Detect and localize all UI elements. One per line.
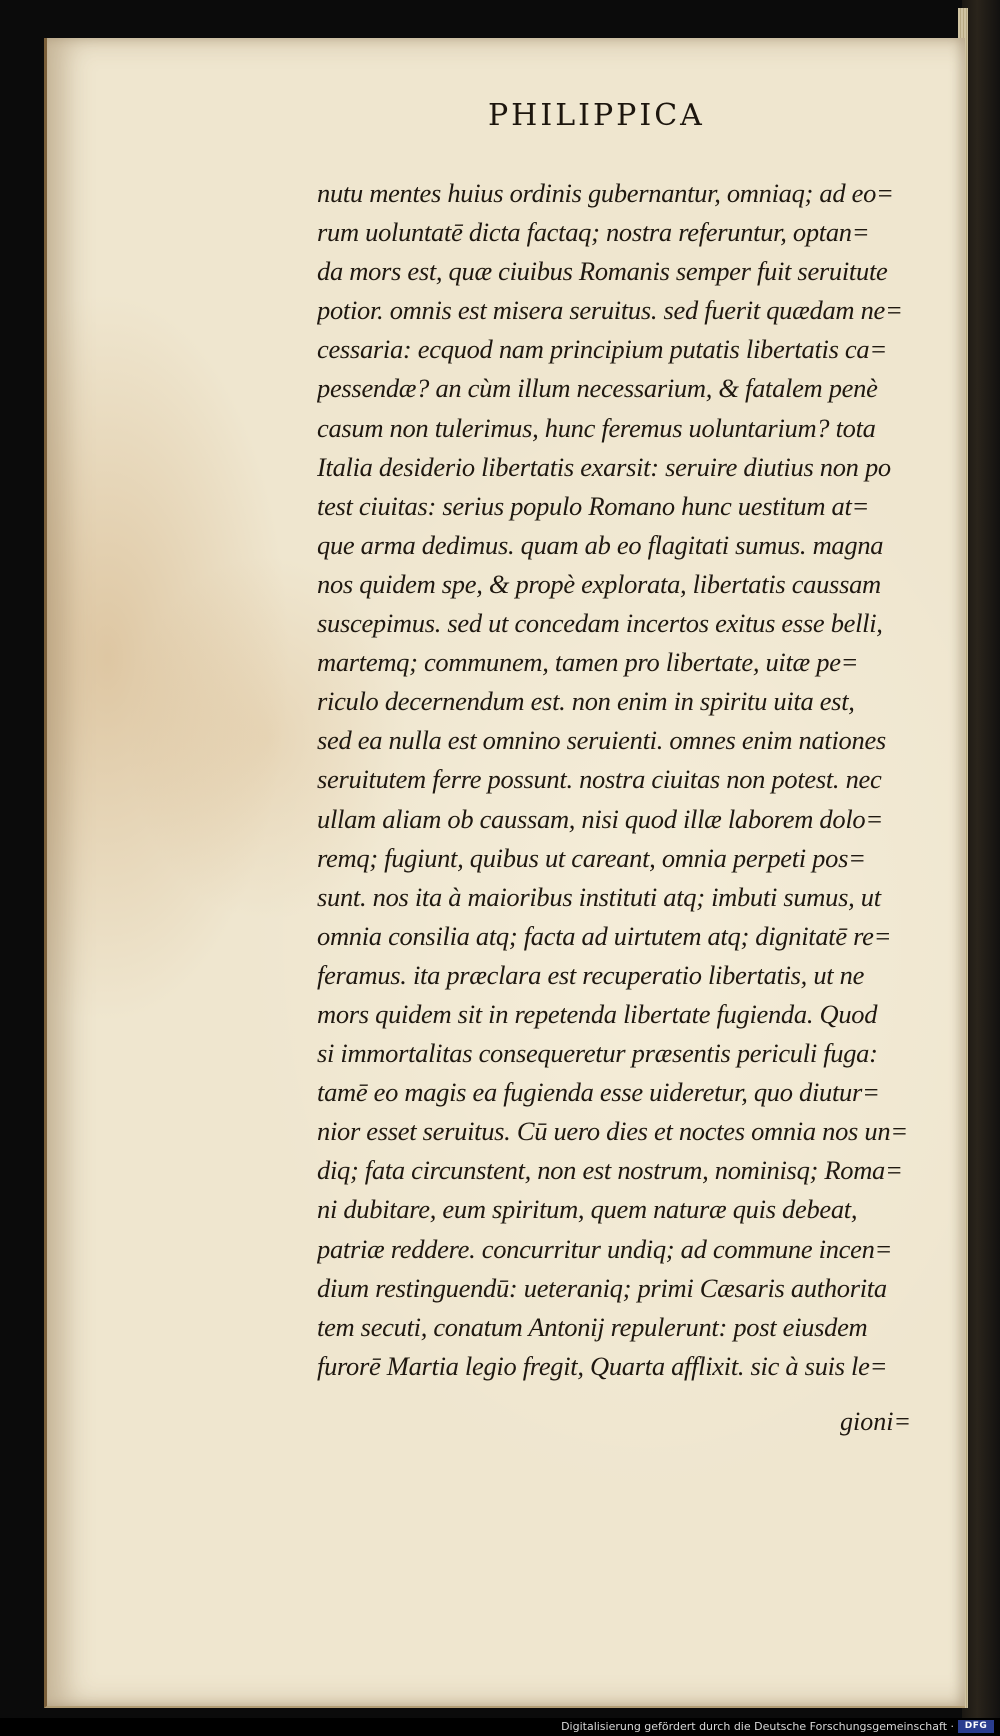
text-line: suscepimus. sed ut concedam incertos exitus esse belli, <box>317 608 883 639</box>
digitization-credit: Digitalisierung gefördert durch die Deutsche Forschungsgemeinschaft · <box>561 1720 954 1733</box>
text-line: dium restinguendū: ueteraniq; primi Cæsaris authorita <box>317 1272 887 1303</box>
text-line: furorē Martia legio fregit, Quarta afflixit. sic à suis le= <box>317 1350 888 1381</box>
text-line: nutu mentes huius ordinis gubernantur, omniaq; ad eo= <box>317 178 894 208</box>
running-header: PHILIPPICA <box>488 98 705 133</box>
text-line: feramus. ita præclara est recuperatio libertatis, ut ne <box>317 959 865 990</box>
text-line: tamē eo magis ea fugienda esse uideretur, quo diutur= <box>317 1077 880 1108</box>
text-line: que arma dedimus. quam ab eo flagitati sumus. magna <box>317 529 884 560</box>
page-body-text <box>317 174 929 1386</box>
text-line: sunt. nos ita à maioribus instituti atq; imbuti sumus, ut <box>317 881 881 912</box>
text-line: ni dubitare, eum spiritum, quem naturæ quis debeat, <box>317 1194 858 1225</box>
text-line: patriæ reddere. concurritur undiq; ad commune incen= <box>317 1233 893 1264</box>
catchword: gioni= <box>840 1407 911 1436</box>
text-line: pessendæ? an cùm illum necessarium, & fatalem penè <box>317 373 878 404</box>
text-line: diq; fata circunstent, non est nostrum, nominisq; Roma= <box>317 1155 903 1186</box>
text-line: si immortalitas consequeretur præsentis periculi fuga: <box>317 1038 878 1069</box>
text-line: ullam aliam ob caussam, nisi quod illæ laborem dolo= <box>317 803 883 834</box>
text-line: potior. omnis est misera seruitus. sed fuerit quædam ne= <box>317 295 903 326</box>
text-line: omnia consilia atq; facta ad uirtutem atq; dignitatē re= <box>317 920 892 951</box>
text-line: remq; fugiunt, quibus ut careant, omnia perpeti pos= <box>317 842 866 873</box>
dfg-logo: DFG <box>958 1720 994 1733</box>
text-line: tem secuti, conatum Antonij repulerunt: post eiusdem <box>317 1311 868 1342</box>
text-line: da mors est, quæ ciuibus Romanis semper fuit seruitute <box>317 256 888 287</box>
text-line: sed ea nulla est omnino seruienti. omnes enim nationes <box>317 725 886 756</box>
text-line: casum non tulerimus, hunc feremus uoluntarium? tota <box>317 412 876 443</box>
text-line: martemq; communem, tamen pro libertate, uitæ pe= <box>317 647 859 678</box>
text-line: nos quidem spe, & propè explorata, libertatis caussam <box>317 568 881 599</box>
text-line: cessaria: ecquod nam principium putatis libertatis ca= <box>317 334 887 365</box>
text-line: rum uoluntatē dicta factaq; nostra referuntur, optan= <box>317 217 870 248</box>
text-line: mors quidem sit in repetenda libertate fugienda. Quod <box>317 998 878 1029</box>
text-line: riculo decernendum est. non enim in spiritu uita est, <box>317 686 855 717</box>
text-line: test ciuitas: serius populo Romano hunc uestitum at= <box>317 490 870 521</box>
text-line: nior esset seruitus. Cū uero dies et noctes omnia nos un= <box>317 1116 908 1147</box>
text-line: seruitutem ferre possunt. nostra ciuitas non potest. nec <box>317 764 882 795</box>
text-line: Italia desiderio libertatis exarsit: seruire diutius non po <box>317 451 891 482</box>
